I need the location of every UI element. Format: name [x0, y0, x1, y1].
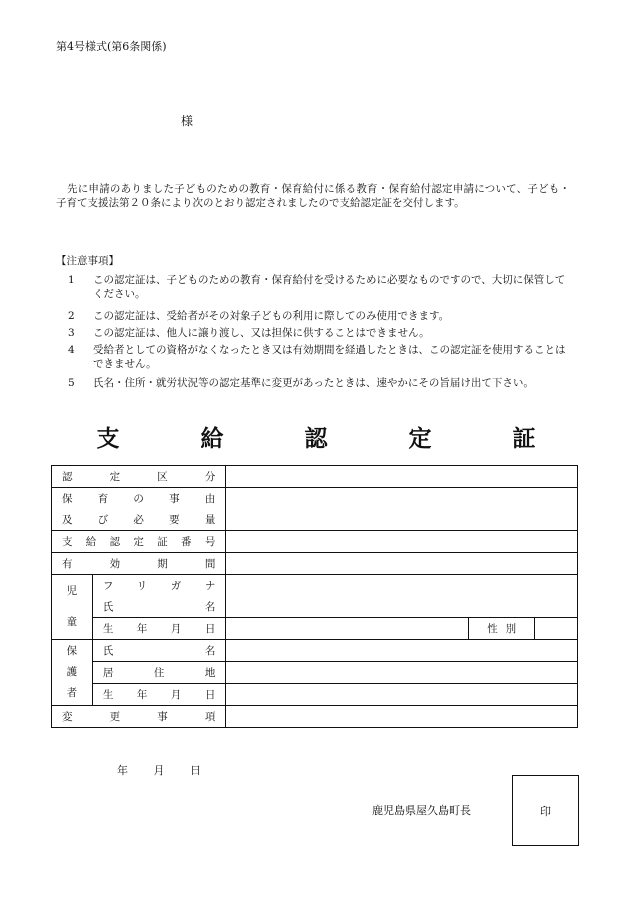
label-henko-jiko: 変更事項	[52, 706, 226, 728]
note-number: 3	[68, 327, 75, 339]
note-number: 4	[68, 344, 75, 356]
table-row	[52, 575, 578, 597]
label-nintei-kubun: 認定区分	[52, 466, 226, 488]
note-text: 受給者としての資格がなくなったとき又は有効期間を経過したときは、この認定証を使用することはできません。	[93, 344, 566, 370]
table-row	[52, 596, 578, 618]
field-child-birth[interactable]	[226, 618, 469, 640]
label-yuko-kikan: 有効期間	[52, 553, 226, 575]
note-item	[68, 274, 576, 302]
date-day: 日	[190, 764, 201, 777]
vertical-char: 者	[66, 687, 78, 699]
table-row	[52, 684, 578, 706]
field-hoiku-jiyu[interactable]	[226, 488, 578, 531]
label-hitsuyoryo: 及び必要量	[52, 509, 226, 531]
document-title	[56, 420, 576, 454]
label-guardian-address: 居住地	[92, 662, 226, 684]
label-guardian-birth: 生年月日	[92, 684, 226, 706]
field-nintei-kubun[interactable]	[226, 466, 578, 488]
title-char: 給	[200, 425, 224, 452]
label-child-name: 氏名	[92, 596, 226, 618]
table-row	[52, 618, 578, 640]
seal-box	[512, 775, 579, 846]
title-char: 定	[408, 425, 432, 452]
note-text: この認定証は、子どものための教育・保育給付を受けるために必要なものですので、大切に保管してください。	[93, 274, 566, 300]
note-number: 5	[68, 377, 75, 389]
note-number: 1	[68, 274, 75, 286]
form-number-label: 第4号様式(第6条関係)	[56, 40, 167, 53]
label-child-birth: 生年月日	[92, 618, 226, 640]
table-row	[52, 706, 578, 728]
date-month: 月	[153, 764, 165, 777]
table-row	[52, 488, 578, 510]
vertical-char: 児	[66, 585, 78, 597]
label-hoiku-jiyu: 保育の事由	[52, 488, 226, 510]
title-char: 証	[512, 425, 536, 452]
field-guardian-name[interactable]	[226, 640, 578, 662]
note-text: 氏名・住所・就労状況等の認定基準に変更があったときは、速やかにその旨届け出て下さい。	[93, 377, 534, 389]
label-shikyu-bango: 支給認定証番号	[52, 531, 226, 553]
seal-label: 印	[540, 804, 551, 818]
issue-date	[117, 762, 223, 778]
field-child-name[interactable]	[226, 596, 578, 618]
table-row	[52, 531, 578, 553]
label-guardian-group	[52, 640, 93, 706]
note-number: 2	[68, 310, 75, 322]
intro-paragraph: 先に申請のありました子どものための教育・保育給付に係る教育・保育給付認定申請について、子ども・子育て支援法第２０条により次のとおり認定されましたので支給認定証を交付します。	[56, 183, 570, 209]
title-char: 認	[304, 425, 328, 452]
table-row	[52, 662, 578, 684]
field-furigana[interactable]	[226, 575, 578, 597]
field-guardian-address[interactable]	[226, 662, 578, 684]
label-child-group	[52, 575, 93, 640]
table-row	[52, 466, 578, 488]
table-row	[52, 553, 578, 575]
label-gender: 性別	[469, 618, 535, 640]
field-gender[interactable]	[535, 618, 578, 640]
date-year: 年	[117, 764, 128, 777]
certificate-table	[51, 465, 578, 728]
vertical-char: 保	[66, 645, 78, 657]
field-yuko-kikan[interactable]	[226, 553, 578, 575]
field-henko-jiko[interactable]	[226, 706, 578, 728]
notes-heading: 【注意事項】	[56, 255, 119, 267]
label-furigana: フリガナ	[92, 575, 226, 597]
label-guardian-name: 氏名	[92, 640, 226, 662]
note-text: この認定証は、他人に譲り渡し、又は担保に供することはできません。	[93, 327, 430, 339]
title-char: 支	[96, 425, 120, 452]
table-row	[52, 640, 578, 662]
note-text: この認定証は、受給者がその対象子どもの利用に際してのみ使用できます。	[93, 310, 450, 322]
field-shikyu-bango[interactable]	[226, 531, 578, 553]
addressee-suffix: 様	[181, 114, 194, 128]
issuer-name: 鹿児島県屋久島町長	[372, 804, 471, 817]
field-guardian-birth[interactable]	[226, 684, 578, 706]
vertical-char: 護	[66, 666, 78, 678]
vertical-char: 童	[66, 616, 78, 628]
